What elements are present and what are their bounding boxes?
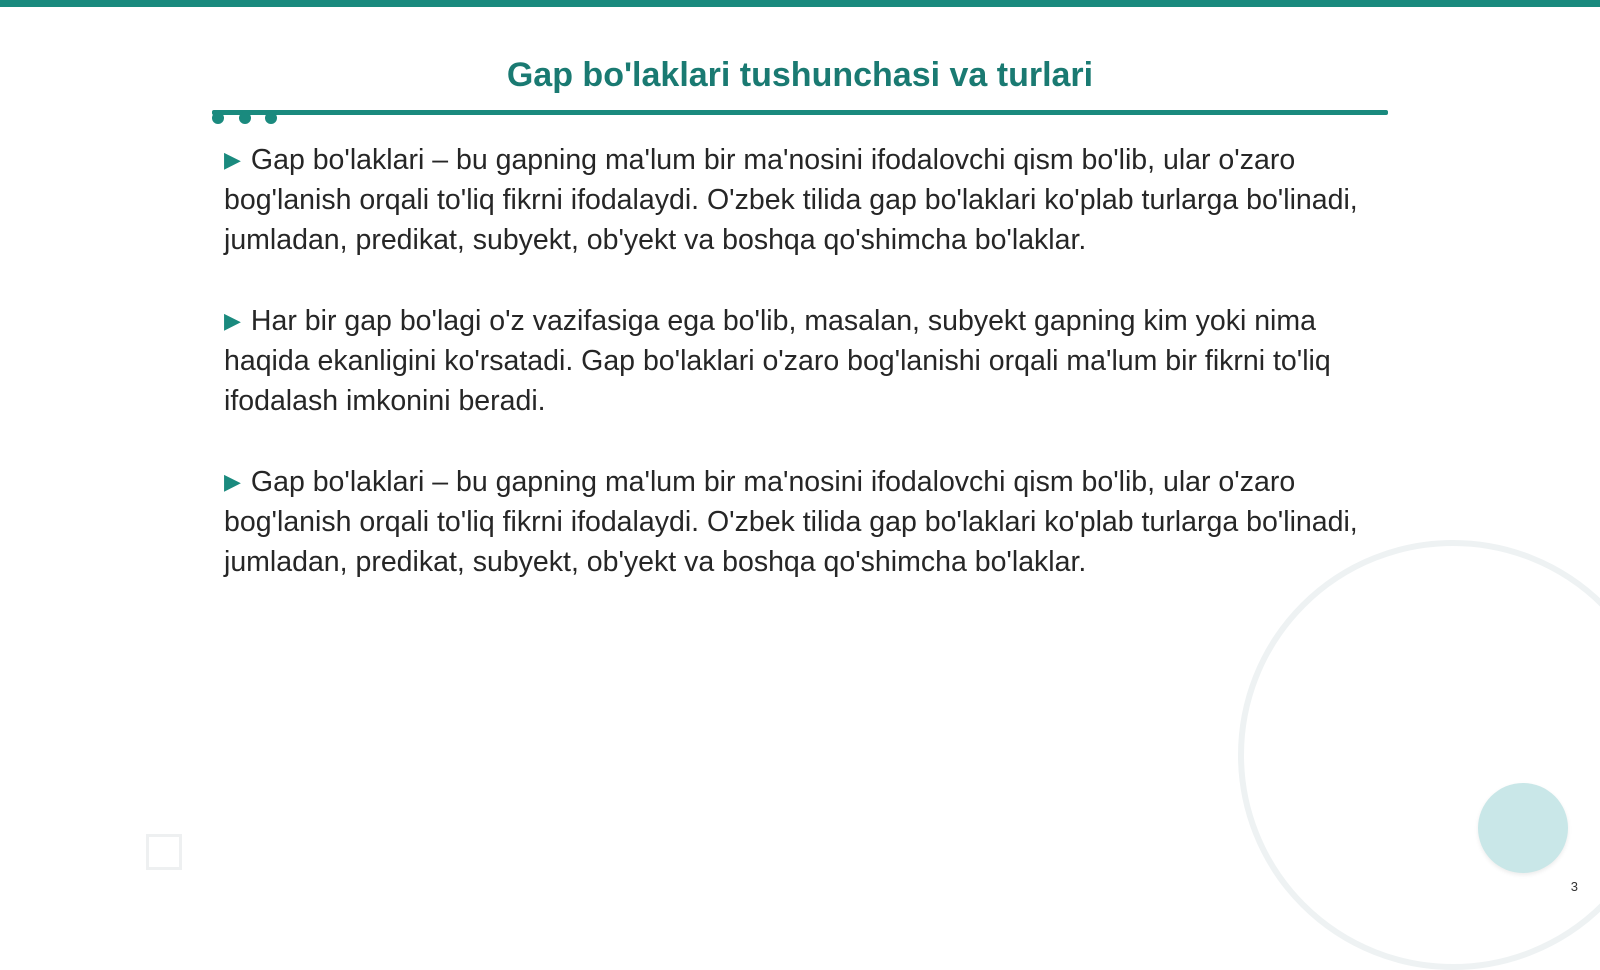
triangle-right-icon: ▶ [224,147,241,172]
bullet-item [224,462,1359,582]
decor-dot [212,112,224,124]
triangle-right-icon: ▶ [224,469,241,494]
top-accent-bar [0,0,1600,7]
bullet-item [224,301,1359,421]
bullet-list [224,140,1359,623]
page-number: 3 [1570,879,1578,894]
decor-dot [265,112,277,124]
bullet-item [224,140,1359,260]
bullet-text: Gap bo'laklari – bu gapning ma'lum bir ma'nosini ifodalovchi qism bo'lib, ular o'zaro bog'lanish orqali to'liq fikrni ifodalaydi. O'zbek tilida gap bo'laklari ko'plab turlarga bo'linadi, jumladan, predikat, subyekt, ob'yekt va boshqa qo'shimcha bo'laklar. [224,466,1358,578]
title-underline [212,110,1388,115]
triangle-right-icon: ▶ [224,308,241,333]
bullet-text: Gap bo'laklari – bu gapning ma'lum bir ma'nosini ifodalovchi qism bo'lib, ular o'zaro bog'lanish orqali to'liq fikrni ifodalaydi. O'zbek tilida gap bo'laklari ko'plab turlarga bo'linadi, jumladan, predikat, subyekt, ob'yekt va boshqa qo'shimcha bo'laklar. [224,144,1358,256]
decor-circle [1478,783,1568,873]
bullet-text: Har bir gap bo'lagi o'z vazifasiga ega bo'lib, masalan, subyekt gapning kim yoki nima haqida ekanligini ko'rsatadi. Gap bo'laklari o'zaro bog'lanishi orqali ma'lum bir fikrni to'liq ifodalash imkonini beradi. [224,305,1331,417]
decor-square [146,834,182,870]
slide-title: Gap bo'laklari tushunchasi va turlari [506,56,1094,94]
decor-dot [239,112,251,124]
